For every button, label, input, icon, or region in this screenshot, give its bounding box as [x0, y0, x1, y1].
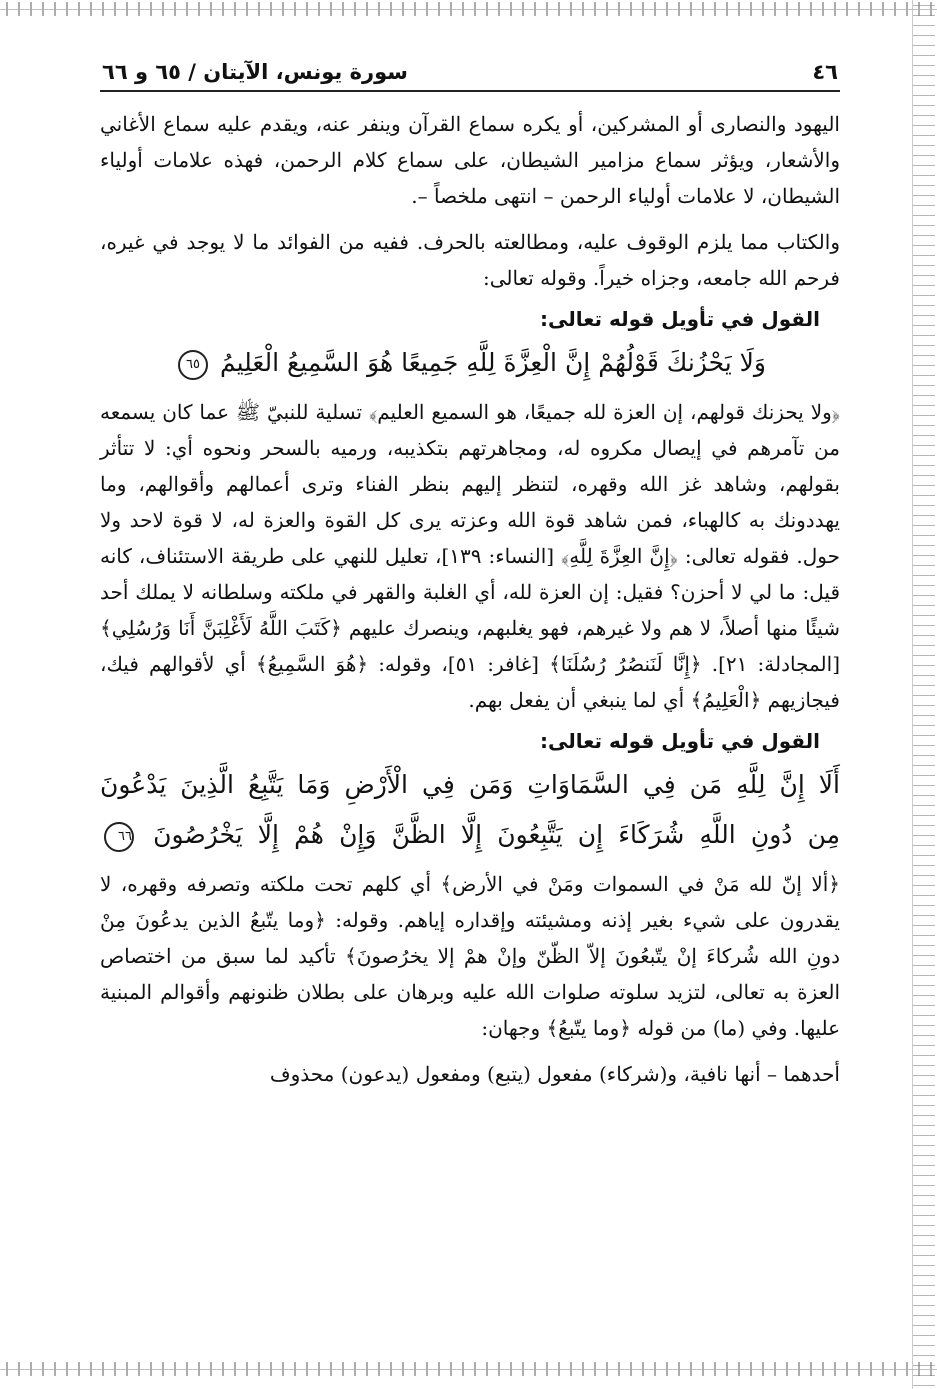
commentary-1: ﴿ولا يحزنك قولهم، إن العزة لله جميعًا، هو السميع العليم﴾ تسلية للنبيّ ﷺ عما كان يسمعه من تآمرهم في إيصال مكروه له، ومجاهرتهم بتكذيبه، ورميه بالسحر ونحوه أي: لا تتأثر بقولهم، وشاهد غز الله وقهره، لتنظر إليهم بنظر الفناء وترى أعمالهم وأقوالهم، وما يهددونك به كالهباء، فمن شاهد قوة الله وعزته يرى كل القوة والعزة له، لا قوة لاحد ولا حول. فقوله تعالى: ﴿إِنَّ العِزَّةَ لِلَّهِ﴾ [النساء: ١٣٩]، تعليل للنهي على طريقة الاستئناف، كانه قيل: ما لي لا أحزن؟ فقيل: إن العزة لله، أي الغلبة والقهر في ملكته وسلطانه لا يملك أحد شيئًا منها أصلاً، لا هم ولا غيرهم، فهو يغلبهم، وينصرك عليهم ﴿كَتَبَ اللَّهُ لَأَغْلِبَنَّ أَنَا وَرُسُلِي﴾ [المجادلة: ٢١]. ﴿إِنَّا لَنَنصُرُ رُسُلَنَا﴾ [غافر: ٥١]، وقوله: ﴿هُوَ السَّمِيعُ﴾ أي لأقوالهم فيك، فيجازيهم ﴿الْعَلِيمُ﴾ أي لما ينبغي أن يفعل بهم.	[100, 400, 841, 712]
verse-number-marker: ٦٦	[104, 822, 134, 852]
paragraph-2: والكتاب مما يلزم الوقوف عليه، ومطالعته بالحرف. ففيه من الفوائد ما لا يوجد في غيره، فرحم الله جامعه، وجزاه خيراً. وقوله تعالى:	[100, 230, 840, 290]
section-heading-1: القول في تأويل قوله تعالى:	[540, 307, 820, 331]
page-header	[100, 60, 840, 92]
paragraph-1: اليهود والنصارى أو المشركين، أو يكره سماع القرآن وينفر عنه، ويقدم عليه سماع الأغاني والأشعار، ويؤثر سماع مزامير الشيطان، على سماع كلام الرحمن، فهذه علامات أولياء الشيطان، لا علامات أولياء الرحمن – انتهى ملخصاً –.	[100, 112, 840, 208]
right-border-ornament	[912, 0, 935, 1389]
page-number: ٤٦	[812, 60, 838, 84]
quran-verse-65	[100, 338, 840, 388]
verse-line-1: أَلَا إِنَّ لِلَّهِ مَن فِي السَّمَاوَاتِ وَمَن فِي الْأَرْضِ وَمَا يَتَّبِعُ الَّذِينَ يَدْعُونَ	[100, 770, 840, 799]
commentary-2: ﴿ألا إنّ لله مَنْ في السموات ومَنْ في الأرض﴾ أي كلهم تحت ملكته وتصرفه وقهره، لا يقدرون على شيء بغير إذنه ومشيئته وإقداره إياهم. وقوله: ﴿وما يتّبعُ الذين يدعُونَ مِنْ دونِ الله شُركاءَ إنْ يتّبعُونَ إلاّ الظّنّ وإنْ همْ إلا يخرُصونَ﴾ تأكيد لما سبق من اختصاص العزة به تعالى، لتزيد سلوته صلوات الله عليه وبرهان على بطلان ظنونهم وأقوالم المبنية عليها. وفي (ما) من قوله ﴿وما يتّبعُ﴾ وجهان:	[100, 872, 840, 1040]
verse-text: وَلَا يَحْزُنكَ قَوْلُهُمْ إِنَّ الْعِزَّةَ لِلَّهِ جَمِيعًا هُوَ السَّمِيعُ الْعَلِيمُ	[219, 348, 766, 377]
top-border-ornament	[0, 2, 937, 16]
section-heading-2: القول في تأويل قوله تعالى:	[540, 729, 820, 753]
bottom-border-ornament	[0, 1362, 937, 1376]
verse-line-2-text: مِن دُونِ اللَّهِ شُرَكَاءَ إِن يَتَّبِعُونَ إِلَّا الظَّنَّ وَإِنْ هُمْ إِلَّا يَخْرُصُونَ	[153, 820, 840, 849]
last-line: أحدهما – أنها نافية، و(شركاء) مفعول (يتبع) ومفعول (يدعون) محذوف	[269, 1062, 840, 1086]
verse-number-marker: ٦٥	[178, 350, 208, 380]
running-title: سورة يونس، الآيتان / ٦٥ و ٦٦	[102, 60, 408, 84]
verse-line-2	[100, 810, 840, 860]
quran-verse-66	[100, 760, 840, 860]
book-page	[100, 60, 840, 1092]
